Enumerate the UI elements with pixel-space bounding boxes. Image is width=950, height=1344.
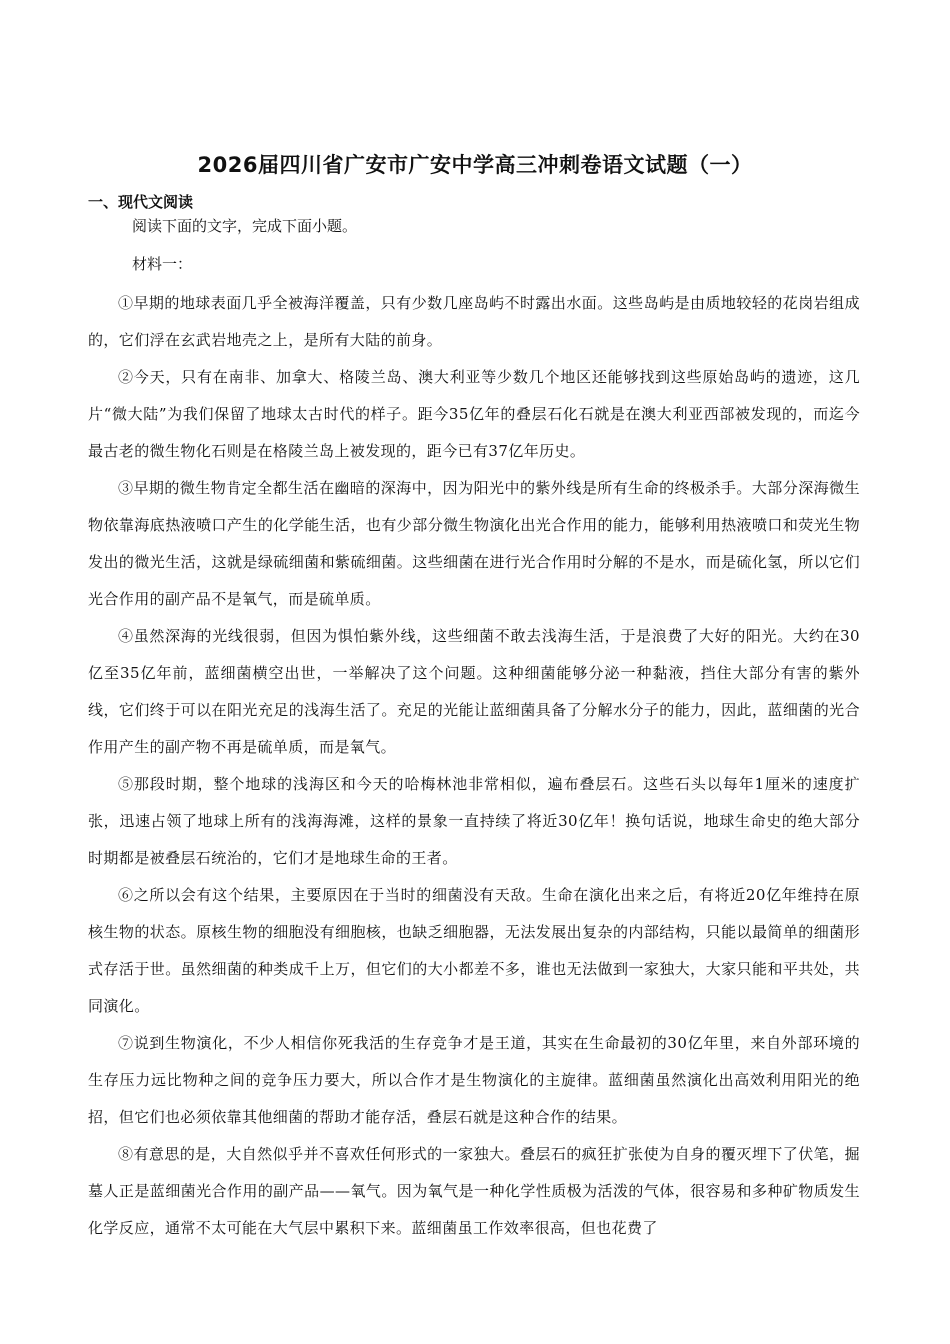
section-heading: 一、现代文阅读 <box>88 193 194 211</box>
document-title: 2026届四川省广安市广安中学高三冲刺卷语文试题（一） <box>197 153 753 177</box>
paragraph-6: ⑥之所以会有这个结果，主要原因在于当时的细菌没有天敌。生命在演化出来之后，有将近20亿年维持在原核生物的状态。原核生物的细胞没有细胞核，也缺乏细胞器，无法发展出复杂的内部结构，只能以最简单的细菌形式存活于世。虽然细菌的种类成千上万，但它们的大小都差不多，谁也无法做到一家独大，大家只能和平共处，共同演化。 <box>88 886 860 1015</box>
material-label: 材料一： <box>132 255 193 273</box>
paragraph-4: ④虽然深海的光线很弱，但因为惧怕紫外线，这些细菌不敢去浅海生活，于是浪费了大好的阳光。大约在30亿至35亿年前，蓝细菌横空出世，一举解决了这个问题。这种细菌能够分泌一种黏液，挡住大部分有害的紫外线，它们终于可以在阳光充足的浅海生活了。充足的光能让蓝细菌具备了分解水分子的能力，因此，蓝细菌的光合作用产生的副产物不再是硫单质，而是氧气。 <box>88 627 860 756</box>
passage-body <box>88 285 860 1247</box>
paragraph-1: ①早期的地球表面几乎全被海洋覆盖，只有少数几座岛屿不时露出水面。这些岛屿是由质地较轻的花岗岩组成的，它们浮在玄武岩地壳之上，是所有大陆的前身。 <box>88 294 860 349</box>
paragraph-7: ⑦说到生物演化，不少人相信你死我活的生存竞争才是王道，其实在生命最初的30亿年里，来自外部环境的生存压力远比物种之间的竞争压力要大，所以合作才是生物演化的主旋律。蓝细菌虽然演化出高效利用阳光的绝招，但它们也必须依靠其他细菌的帮助才能存活，叠层石就是这种合作的结果。 <box>88 1034 860 1126</box>
reading-instruction: 阅读下面的文字，完成下面小题。 <box>132 217 358 235</box>
paragraph-2: ②今天，只有在南非、加拿大、格陵兰岛、澳大利亚等少数几个地区还能够找到这些原始岛屿的遗迹，这几片“微大陆”为我们保留了地球太古时代的样子。距今35亿年的叠层石化石就是在澳大利亚西部被发现的，而迄今最古老的微生物化石则是在格陵兰岛上被发现的，距今已有37亿年历史。 <box>88 368 860 460</box>
paragraph-8: ⑧有意思的是，大自然似乎并不喜欢任何形式的一家独大。叠层石的疯狂扩张使为自身的覆灭埋下了伏笔，掘墓人正是蓝细菌光合作用的副产品——氧气。因为氧气是一种化学性质极为活泼的气体，很容易和多种矿物质发生化学反应，通常不太可能在大气层中累积下来。蓝细菌虽工作效率很高，但也花费了 <box>88 1145 860 1237</box>
paragraph-5: ⑤那段时期，整个地球的浅海区和今天的哈梅林池非常相似，遍布叠层石。这些石头以每年1厘米的速度扩张，迅速占领了地球上所有的浅海海滩，这样的景象一直持续了将近30亿年！换句话说，地球生命史的绝大部分时期都是被叠层石统治的，它们才是地球生命的王者。 <box>88 775 860 867</box>
paragraph-3: ③早期的微生物肯定全都生活在幽暗的深海中，因为阳光中的紫外线是所有生命的终极杀手。大部分深海微生物依靠海底热液喷口产生的化学能生活，也有少部分微生物演化出光合作用的能力，能够利用热液喷口和荧光生物发出的微光生活，这就是绿硫细菌和紫硫细菌。这些细菌在进行光合作用时分解的不是水，而是硫化氢，所以它们光合作用的副产品不是氧气，而是硫单质。 <box>88 479 860 608</box>
